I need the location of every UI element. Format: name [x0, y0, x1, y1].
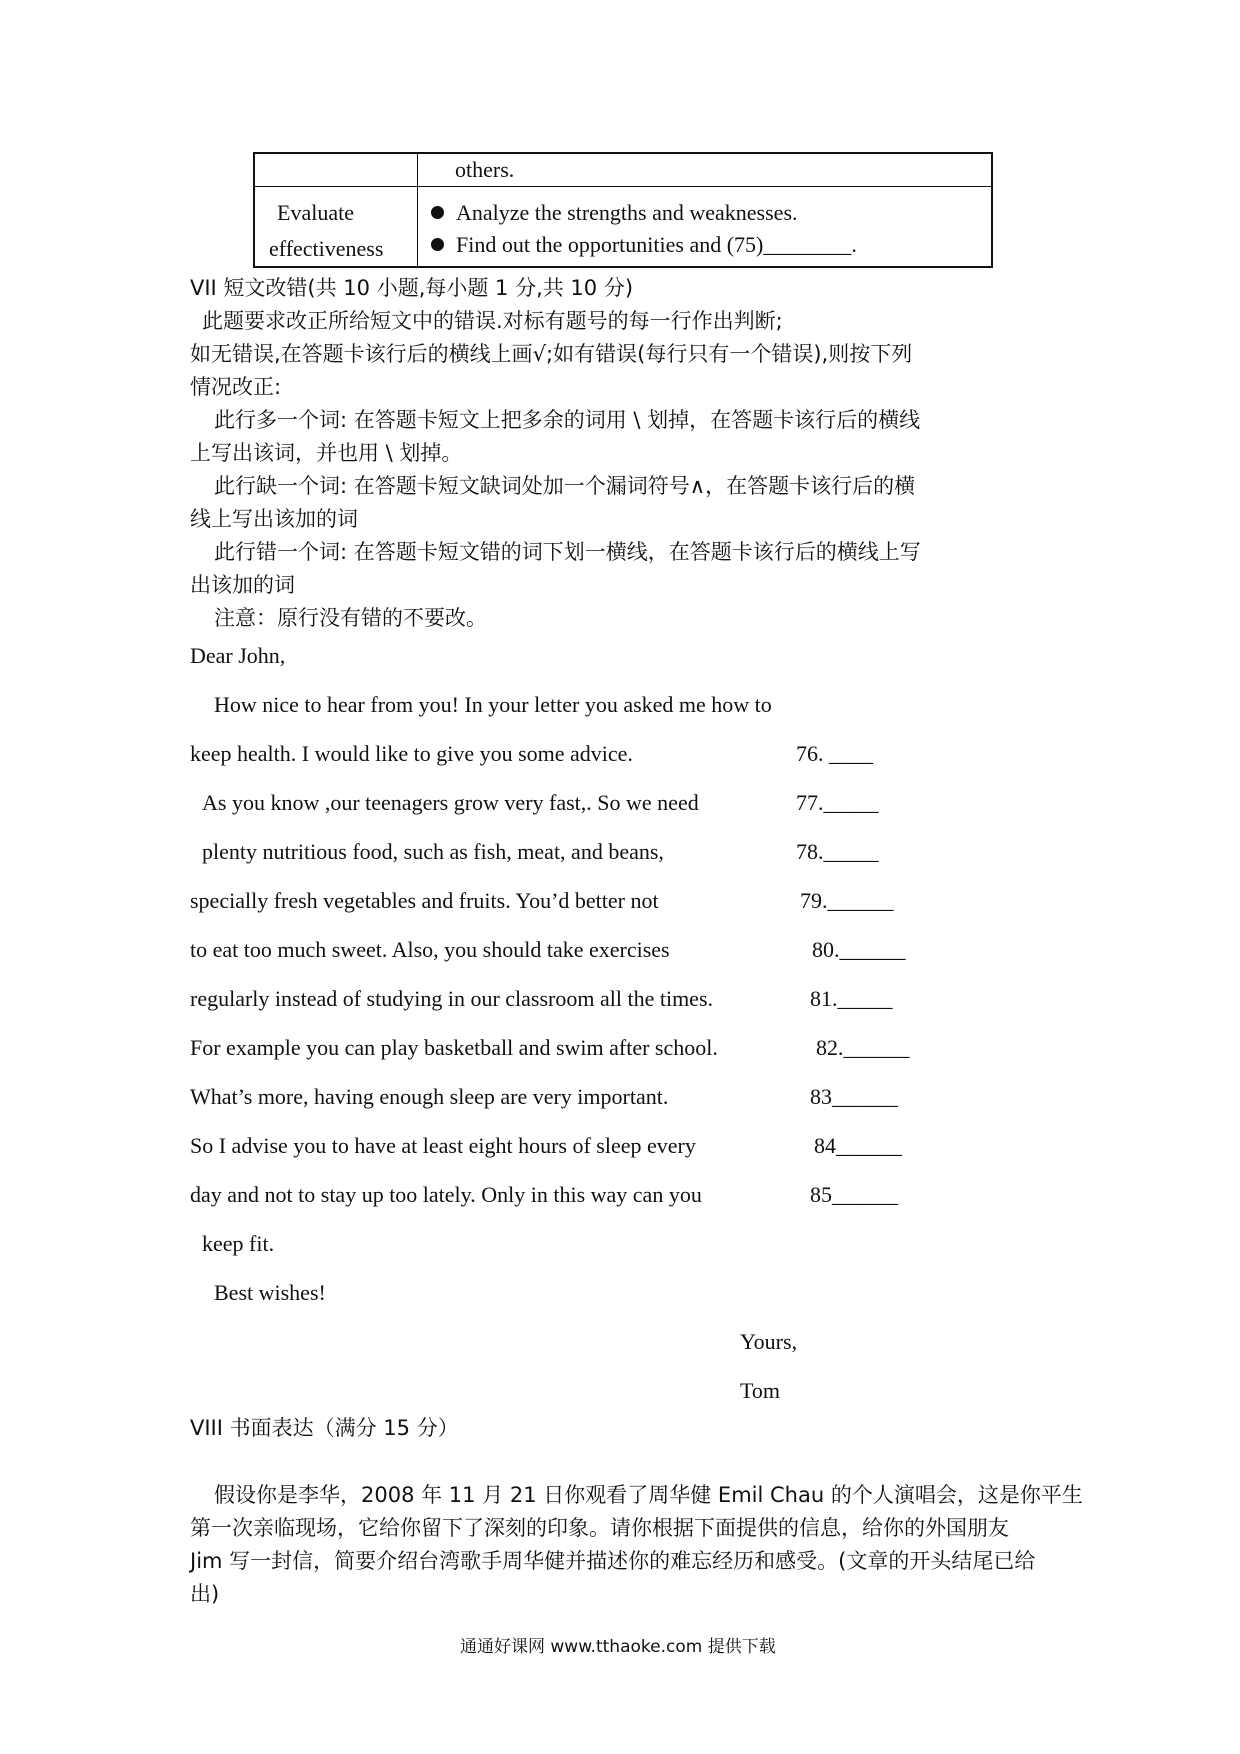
- table-cell-evaluate: Evaluate: [277, 200, 354, 225]
- plan-table: [253, 152, 993, 268]
- writing-prompt-line: 出): [190, 1582, 220, 1606]
- answer-blank: 76. ____: [796, 741, 873, 766]
- letter-line: keep fit.: [202, 1231, 275, 1256]
- instruction-line: 此行错一个词: 在答题卡短文错的词下划一横线，在答题卡该行后的横线上写: [214, 540, 921, 564]
- letter-signature: Tom: [740, 1378, 781, 1403]
- writing-prompt-line: 第一次亲临现场，它给你留下了深刻的印象。请你根据下面提供的信息，给你的外国朋友: [190, 1516, 1009, 1540]
- instruction-line: 此行缺一个词: 在答题卡短文缺词处加一个漏词符号∧，在答题卡该行后的横: [214, 474, 916, 498]
- table-column-divider: [417, 154, 418, 266]
- section8-heading: VIII 书面表达（满分 15 分）: [190, 1416, 459, 1440]
- answer-blank: 78._____: [796, 839, 879, 864]
- answer-blank: 83______: [810, 1084, 898, 1109]
- letter-salutation: Dear John,: [190, 643, 286, 668]
- answer-blank: 80.______: [812, 937, 906, 962]
- answer-blank: 82.______: [816, 1035, 910, 1060]
- letter-yours: Yours,: [740, 1329, 798, 1354]
- instruction-line: 如无错误,在答题卡该行后的横线上画√;如有错误(每行只有一个错误),则按下列: [190, 342, 913, 366]
- letter-line: to eat too much sweet. Also, you should take exercises: [190, 937, 670, 962]
- instruction-note: 注意：原行没有错的不要改。: [214, 606, 487, 630]
- table-bullet-item: Analyze the strengths and weaknesses.: [431, 200, 798, 226]
- answer-blank: 79.______: [800, 888, 894, 913]
- writing-prompt-line: 假设你是李华，2008 年 11 月 21 日你观看了周华健 Emil Chau 的个人演唱会，这是你平生: [214, 1483, 1083, 1507]
- bullet-icon: [431, 206, 444, 219]
- letter-line: As you know ,our teenagers grow very fast,. So we need: [202, 790, 699, 815]
- letter-line: How nice to hear from you! In your letter you asked me how to: [214, 692, 772, 717]
- letter-line: For example you can play basketball and swim after school.: [190, 1035, 718, 1060]
- letter-line: What’s more, having enough sleep are very important.: [190, 1084, 669, 1109]
- answer-blank: 85______: [810, 1182, 898, 1207]
- instruction-line: 此行多一个词: 在答题卡短文上把多余的词用 \ 划掉，在答题卡该行后的横线: [214, 408, 921, 432]
- table-bullet-item: Find out the opportunities and (75)________.: [431, 232, 857, 258]
- instruction-line: 线上写出该加的词: [190, 507, 358, 531]
- answer-blank: 81._____: [810, 986, 893, 1011]
- page-footer: 通通好课网 www.tthaoke.com 提供下载: [460, 1637, 776, 1657]
- instruction-line: 上写出该词，并也用 \ 划掉。: [190, 441, 463, 465]
- table-cell-effectiveness: effectiveness: [269, 236, 384, 261]
- bullet-icon: [431, 238, 444, 251]
- letter-line: day and not to stay up too lately. Only in this way can you: [190, 1182, 702, 1207]
- letter-line: So I advise you to have at least eight hours of sleep every: [190, 1133, 696, 1158]
- letter-line: plenty nutritious food, such as fish, meat, and beans,: [202, 839, 664, 864]
- instruction-line: 此题要求改正所给短文中的错误.对标有题号的每一行作出判断;: [202, 309, 783, 333]
- letter-line: keep health. I would like to give you some advice.: [190, 741, 633, 766]
- table-row-divider: [255, 186, 991, 187]
- section7-heading: VII 短文改错(共 10 小题,每小题 1 分,共 10 分): [190, 276, 634, 300]
- answer-blank: 84______: [814, 1133, 902, 1158]
- letter-closing: Best wishes!: [214, 1280, 326, 1305]
- instruction-line: 出该加的词: [190, 573, 295, 597]
- letter-line: specially fresh vegetables and fruits. You’d better not: [190, 888, 659, 913]
- writing-prompt-line: Jim 写一封信，简要介绍台湾歌手周华健并描述你的难忘经历和感受。(文章的开头结尾已给: [190, 1549, 1036, 1573]
- letter-line: regularly instead of studying in our classroom all the times.: [190, 986, 714, 1011]
- answer-blank: 77._____: [796, 790, 879, 815]
- table-cell-others: others.: [455, 157, 515, 182]
- instruction-line: 情况改正:: [190, 375, 282, 399]
